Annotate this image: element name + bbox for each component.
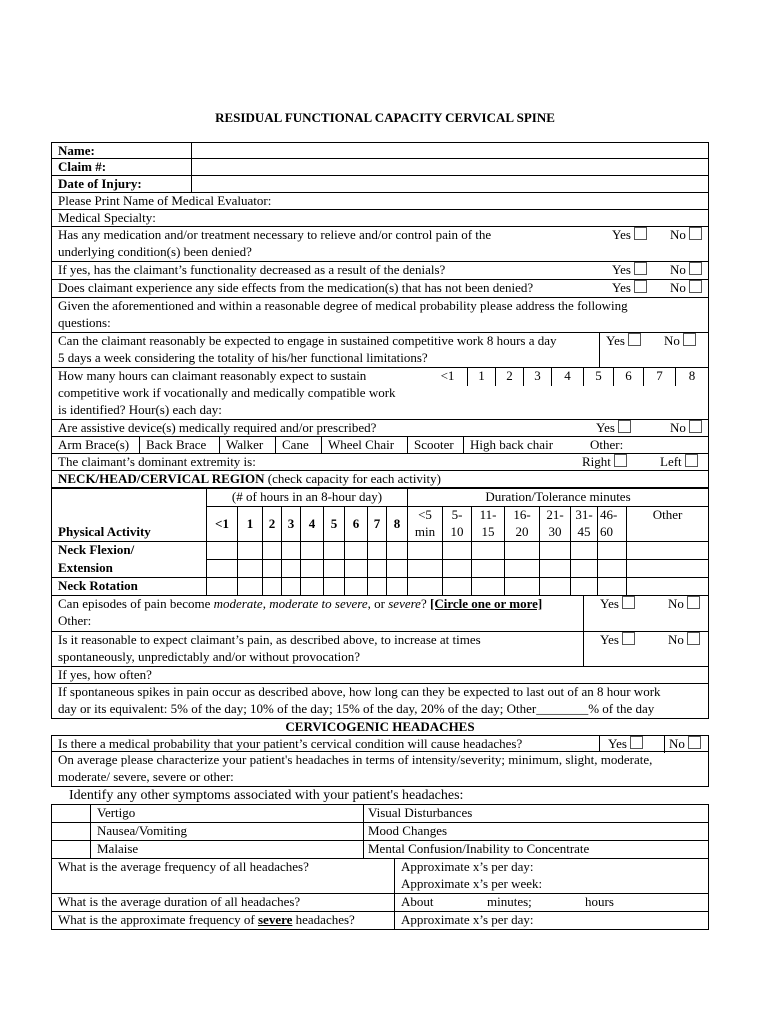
spikes-text-2: day or its equivalent: 5% of the day; 10% of the day; 15% of the day, 20% of the day; Other________% of the day	[58, 700, 655, 716]
pain-option-moderate-severe[interactable]: moderate to severe	[269, 596, 368, 611]
grid-cell[interactable]	[598, 542, 627, 560]
grid-cell[interactable]	[301, 578, 324, 596]
symptom-checkbox[interactable]	[52, 841, 91, 859]
severe-q-c: headaches?	[292, 912, 355, 928]
symptom-visual: Visual Disturbances	[364, 805, 709, 823]
q7-yes[interactable]	[596, 420, 631, 437]
right-label: Right	[582, 454, 611, 469]
grid-cell[interactable]	[282, 560, 301, 578]
left-option[interactable]	[660, 454, 698, 471]
hour-col: 6	[345, 507, 368, 542]
pain-increase-no[interactable]	[668, 632, 700, 649]
grid-cell[interactable]	[368, 542, 387, 560]
grid-cell[interactable]	[627, 578, 709, 596]
pain-text-e: , or	[367, 596, 389, 611]
specialty-row[interactable]	[51, 210, 709, 227]
dur-col-top: 5-	[443, 507, 472, 525]
neck-header-note: (check capacity for each activity)	[264, 471, 441, 486]
q2-text: If yes, has the claimant’s functionality decreased as a result of the denials?	[58, 262, 446, 277]
pain-text-c: ,	[262, 596, 270, 611]
yes-label: Yes	[600, 596, 619, 611]
headaches-q1-row	[51, 735, 709, 752]
dur-col-bottom: 10	[443, 524, 472, 542]
physical-activity-label: Physical Activity	[52, 524, 207, 542]
severe-word: severe	[257, 912, 293, 928]
device-option[interactable]: Cane	[276, 437, 322, 453]
no-label: No	[668, 632, 684, 647]
hours-options	[428, 368, 708, 386]
yes-label: Yes	[612, 262, 631, 277]
device-option[interactable]: Scooter	[408, 437, 464, 453]
hour-col: <1	[207, 507, 238, 542]
grid-cell[interactable]	[571, 560, 598, 578]
checkbox[interactable]	[689, 227, 702, 240]
hours-option[interactable]: 8	[688, 368, 696, 383]
q4-text-1: Given the aforementioned and within a reasonable degree of medical probability please address the following	[58, 298, 628, 313]
q7-row	[51, 420, 709, 437]
grid-cell[interactable]	[598, 560, 627, 578]
q4-row	[51, 298, 709, 333]
neck-header-row	[51, 471, 709, 488]
right-option[interactable]	[582, 454, 627, 471]
grid-cell[interactable]	[571, 578, 598, 596]
no-label: No	[668, 596, 684, 611]
device-option[interactable]: High back chair	[470, 437, 554, 452]
grid-cell[interactable]	[472, 560, 505, 578]
dur-col-bottom: 20	[505, 524, 540, 542]
hours-option[interactable]: 4	[552, 368, 584, 386]
grid-cell[interactable]	[408, 560, 443, 578]
grid-cell[interactable]	[207, 542, 238, 560]
date-of-injury-field[interactable]	[192, 176, 708, 192]
grid-cell[interactable]	[263, 578, 282, 596]
dur-col-top: <5	[408, 507, 443, 525]
hours-option[interactable]: 5	[584, 368, 614, 386]
headaches-q2-row	[51, 752, 709, 787]
claim-label: Claim #:	[52, 159, 192, 175]
grid-cell[interactable]	[443, 578, 472, 596]
symptom-confusion: Mental Confusion/Inability to Concentrate	[364, 841, 709, 859]
left-label: Left	[660, 454, 682, 469]
checkbox[interactable]	[634, 227, 647, 240]
grid-cell[interactable]	[387, 542, 408, 560]
pain-option-severe[interactable]: severe	[388, 596, 421, 611]
neck-activity-table	[51, 488, 709, 596]
specialty-label: Medical Specialty:	[58, 210, 156, 225]
checkbox[interactable]	[687, 596, 700, 609]
grid-cell[interactable]	[368, 578, 387, 596]
symptom-checkbox[interactable]	[52, 823, 91, 841]
grid-cell[interactable]	[443, 560, 472, 578]
grid-cell[interactable]	[540, 542, 571, 560]
dur-col-top: 31-	[571, 507, 598, 525]
grid-cell[interactable]	[472, 542, 505, 560]
device-option[interactable]: Arm Brace(s)	[52, 437, 140, 453]
grid-cell[interactable]	[238, 560, 263, 578]
grid-cell[interactable]	[238, 578, 263, 596]
yes-label: Yes	[596, 420, 615, 435]
symptom-nausea: Nausea/Vomiting	[91, 823, 364, 841]
q7-no[interactable]	[670, 420, 702, 437]
grid-cell[interactable]	[263, 542, 282, 560]
q4-text-2: questions:	[58, 314, 111, 330]
devices-row	[51, 437, 709, 454]
q6-text-3: is identified? Hour(s) each day:	[58, 401, 222, 417]
headaches-no[interactable]	[664, 736, 701, 753]
grid-cell[interactable]	[443, 542, 472, 560]
grid-cell[interactable]	[627, 560, 709, 578]
duration-header: Duration/Tolerance minutes	[408, 489, 709, 507]
neck-flexion-label: Neck Flexion/	[52, 542, 207, 560]
grid-blank	[52, 507, 207, 525]
about-label: About	[401, 894, 434, 910]
dur-col-bottom: min	[408, 524, 443, 542]
neck-header: NECK/HEAD/CERVICAL REGION	[58, 471, 265, 486]
q2-row	[51, 262, 709, 280]
hour-col: 8	[387, 507, 408, 542]
checkbox[interactable]	[689, 262, 702, 275]
hours-option[interactable]: 2	[496, 368, 524, 386]
q1-no[interactable]	[670, 227, 702, 244]
checkbox[interactable]	[630, 736, 643, 749]
no-label: No	[670, 420, 686, 435]
dur-col-top: 16-	[505, 507, 540, 525]
grid-cell[interactable]	[345, 542, 368, 560]
grid-cell[interactable]	[571, 542, 598, 560]
minutes-label: minutes;	[487, 894, 532, 910]
pain-other[interactable]: Other:	[58, 612, 92, 628]
pain-no[interactable]	[668, 596, 700, 613]
duration-answer[interactable]	[395, 894, 709, 912]
yes-label: Yes	[600, 632, 619, 647]
checkbox[interactable]	[618, 420, 631, 433]
symptom-checkbox[interactable]	[52, 805, 91, 823]
checkbox[interactable]	[622, 632, 635, 645]
how-often-text: If yes, how often?	[58, 667, 152, 682]
q7-text: Are assistive device(s) medically required and/or prescribed?	[58, 420, 377, 435]
freq-per-week[interactable]: Approximate x’s per week:	[395, 876, 709, 894]
grid-cell[interactable]	[263, 560, 282, 578]
frequency-table	[51, 859, 709, 930]
q1-row	[51, 227, 709, 262]
grid-cell[interactable]	[345, 578, 368, 596]
grid-cell[interactable]	[387, 578, 408, 596]
grid-cell[interactable]	[368, 560, 387, 578]
yes-label: Yes	[608, 736, 627, 751]
form-title: RESIDUAL FUNCTIONAL CAPACITY CERVICAL SPINE	[215, 110, 555, 125]
dur-col-bottom: 15	[472, 524, 505, 542]
spikes-row	[51, 684, 709, 719]
grid-cell[interactable]	[301, 542, 324, 560]
yes-label: Yes	[612, 227, 631, 242]
symptom-vertigo: Vertigo	[91, 805, 364, 823]
hours-option[interactable]: 3	[524, 368, 552, 386]
hours-option[interactable]: 6	[614, 368, 644, 386]
q3-yes[interactable]	[612, 280, 647, 297]
symptom-malaise: Malaise	[91, 841, 364, 859]
name-field[interactable]	[192, 143, 708, 158]
claim-row	[51, 159, 709, 176]
evaluator-label: Please Print Name of Medical Evaluator:	[58, 193, 272, 208]
grid-cell[interactable]	[598, 578, 627, 596]
checkbox[interactable]	[685, 454, 698, 467]
checkbox[interactable]	[614, 454, 627, 467]
headaches-q2-text-1: On average please characterize your patient's headaches in terms of intensity/severity; minimum, slight, moderate,	[58, 752, 653, 767]
no-label: No	[670, 280, 686, 295]
q3-text: Does claimant experience any side effects from the medication(s) that has not been denied?	[58, 280, 534, 295]
hour-col: 1	[238, 507, 263, 542]
device-option[interactable]: Walker	[220, 437, 276, 453]
grid-cell[interactable]	[324, 560, 345, 578]
hour-col: 4	[301, 507, 324, 542]
q3-no[interactable]	[670, 280, 702, 297]
headaches-title: CERVICOGENIC HEADACHES	[285, 719, 475, 734]
q1-text-2: underlying condition(s) been denied?	[58, 243, 252, 259]
q6-text-1: How many hours can claimant reasonably expect to sustain	[58, 368, 367, 383]
freq-per-day[interactable]: Approximate x’s per day:	[395, 859, 709, 876]
headaches-yes[interactable]	[608, 736, 643, 753]
avg-frequency-q: What is the average frequency of all headaches?	[52, 859, 395, 894]
yes-label: Yes	[612, 280, 631, 295]
rfc-form	[51, 142, 709, 930]
device-option[interactable]: Wheel Chair	[322, 437, 408, 453]
checkbox[interactable]	[628, 333, 641, 346]
no-label: No	[669, 736, 685, 751]
grid-cell[interactable]	[207, 560, 238, 578]
no-label: No	[670, 262, 686, 277]
checkbox[interactable]	[634, 262, 647, 275]
dur-col-top: 11-	[472, 507, 505, 525]
dur-col-bottom: 60	[598, 524, 627, 542]
grid-cell[interactable]	[505, 542, 540, 560]
symptoms-table	[51, 804, 709, 859]
hours-option[interactable]: 7	[644, 368, 676, 386]
checkbox[interactable]	[683, 333, 696, 346]
grid-cell[interactable]	[324, 542, 345, 560]
dur-col-top: 21-	[540, 507, 571, 525]
hours-option[interactable]: 1	[468, 368, 496, 386]
pain-option-moderate[interactable]: moderate	[213, 596, 263, 611]
extension-label: Extension	[52, 560, 207, 578]
pain-episodes-row	[51, 596, 709, 632]
checkbox[interactable]	[689, 280, 702, 293]
checkbox[interactable]	[689, 420, 702, 433]
evaluator-row[interactable]	[51, 193, 709, 210]
severe-frequency-q	[52, 912, 395, 930]
dur-col-top: 46-	[598, 507, 627, 525]
no-label: No	[664, 333, 680, 348]
name-row	[51, 142, 709, 159]
hour-col: 7	[368, 507, 387, 542]
identify-symptoms: Identify any other symptoms associated with your patient's headaches:	[69, 788, 464, 803]
circle-instruction: [Circle one or more]	[429, 596, 543, 611]
q5-text-2: 5 days a week considering the totality of his/her functional limitations?	[58, 349, 428, 365]
no-label: No	[670, 227, 686, 242]
date-of-injury-row	[51, 176, 709, 193]
grid-cell[interactable]	[540, 578, 571, 596]
severe-q-a: What is the approximate frequency of	[58, 912, 258, 928]
other-col: Other	[627, 507, 709, 542]
checkbox[interactable]	[634, 280, 647, 293]
device-other[interactable]: Other:	[590, 437, 624, 452]
grid-cell[interactable]	[472, 578, 505, 596]
q6-row	[51, 368, 709, 420]
pain-increase-row	[51, 632, 709, 667]
headaches-q2-text-2: moderate/ severe, severe or other:	[58, 768, 234, 784]
grid-cell[interactable]	[387, 560, 408, 578]
q5-text-1: Can the claimant reasonably be expected to engage in sustained competitive work 8 hours a day	[58, 333, 557, 348]
hours-label: hours	[585, 894, 614, 910]
grid-cell[interactable]	[627, 542, 709, 560]
q5-no[interactable]	[664, 333, 696, 350]
q2-yes[interactable]	[612, 262, 647, 279]
grid-cell[interactable]	[282, 542, 301, 560]
grid-cell[interactable]	[540, 560, 571, 578]
dur-col-bottom: 30	[540, 524, 571, 542]
grid-cell[interactable]	[505, 560, 540, 578]
dominant-text: The claimant’s dominant extremity is:	[58, 454, 256, 469]
grid-cell[interactable]	[345, 560, 368, 578]
date-of-injury-label: Date of Injury:	[52, 176, 192, 192]
grid-cell[interactable]	[324, 578, 345, 596]
dur-col-bottom: 45	[571, 524, 598, 542]
spikes-text-1: If spontaneous spikes in pain occur as described above, how long can they be expected to last out of an 8 hour work	[58, 684, 661, 699]
checkbox[interactable]	[687, 632, 700, 645]
grid-cell[interactable]	[505, 578, 540, 596]
pain-text-a: Can episodes of pain become	[58, 596, 214, 611]
pain-increase-yes[interactable]	[600, 632, 635, 649]
q3-row	[51, 280, 709, 298]
q1-yes[interactable]	[612, 227, 647, 244]
symptom-mood: Mood Changes	[364, 823, 709, 841]
hour-col: 3	[282, 507, 301, 542]
pain-text-g: ?	[420, 596, 430, 611]
dominant-row	[51, 454, 709, 471]
grid-cell[interactable]	[408, 578, 443, 596]
q5-row	[51, 333, 709, 368]
q5-yes[interactable]	[606, 333, 641, 350]
pain-episodes-text	[58, 596, 577, 613]
q2-no[interactable]	[670, 262, 702, 279]
hour-col: 5	[324, 507, 345, 542]
grid-cell[interactable]	[408, 542, 443, 560]
name-label: Name:	[52, 143, 192, 158]
grid-corner	[52, 489, 207, 507]
hours-header: (# of hours in an 8-hour day)	[207, 489, 408, 507]
hours-option[interactable]: <1	[428, 368, 468, 386]
q1-text-1: Has any medication and/or treatment necessary to relieve and/or control pain of the	[58, 227, 492, 242]
device-option[interactable]: Back Brace	[140, 437, 220, 453]
pain-increase-text-1: Is it reasonable to expect claimant’s pain, as described above, to increase at times	[58, 632, 481, 647]
yes-label: Yes	[606, 333, 625, 348]
grid-cell[interactable]	[282, 578, 301, 596]
grid-cell[interactable]	[207, 578, 238, 596]
hour-col: 2	[263, 507, 282, 542]
pain-increase-text-2: spontaneously, unpredictably and/or without provocation?	[58, 648, 361, 664]
q6-text-2: competitive work if vocationally and medically compatible work	[58, 384, 396, 400]
grid-cell[interactable]	[238, 542, 263, 560]
severe-per-day[interactable]: Approximate x’s per day:	[395, 912, 709, 930]
claim-field[interactable]	[192, 159, 708, 175]
how-often-row[interactable]	[51, 667, 709, 684]
checkbox[interactable]	[622, 596, 635, 609]
avg-duration-q: What is the average duration of all headaches?	[52, 894, 395, 912]
checkbox[interactable]	[688, 736, 701, 749]
grid-cell[interactable]	[301, 560, 324, 578]
headaches-q1-text: Is there a medical probability that your patient’s cervical condition will cause headaches?	[52, 736, 600, 751]
neck-rotation-label: Neck Rotation	[52, 578, 207, 596]
pain-yes[interactable]	[600, 596, 635, 613]
